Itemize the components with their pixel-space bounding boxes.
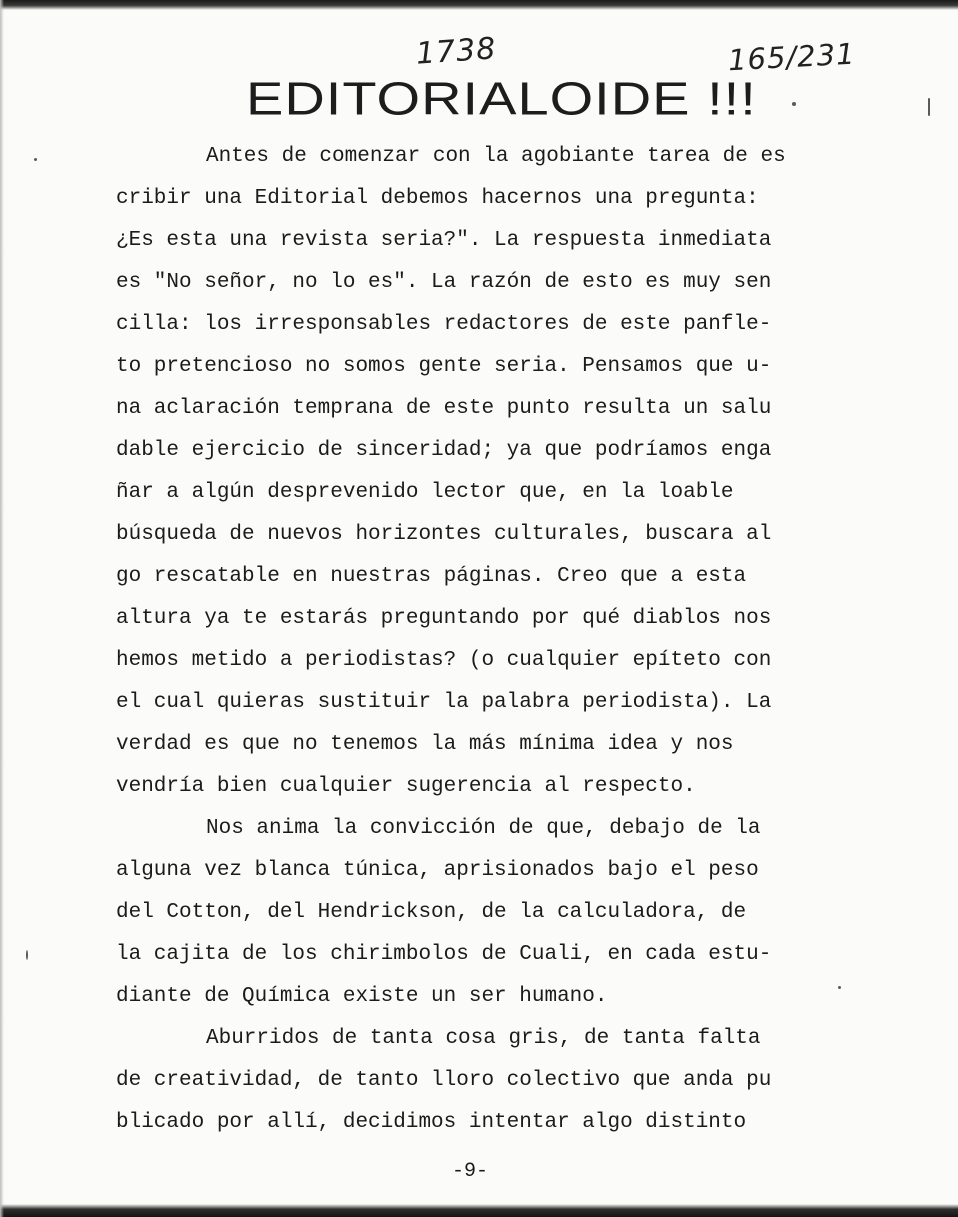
text-line: vendría bien cualquier sugerencia al respecto.	[116, 775, 696, 798]
text-line: la cajita de los chirimbolos de Cuali, en cada estu-	[116, 943, 772, 966]
text-line: go rescatable en nuestras páginas. Creo que a esta	[116, 565, 747, 588]
handwritten-note-right: 165/231	[727, 36, 857, 78]
page-number: -9-	[452, 1160, 489, 1183]
text-line: Aburridos de tanta cosa gris, de tanta falta	[206, 1027, 761, 1050]
text-line: dable ejercicio de sinceridad; ya que podríamos enga	[116, 439, 772, 462]
scan-speck	[34, 158, 37, 161]
page-title: EDITORIALOIDE !!!	[246, 72, 757, 125]
scan-speck	[928, 98, 930, 116]
text-line: hemos metido a periodistas? (o cualquier epíteto con	[116, 649, 772, 672]
text-line: del Cotton, del Hendrickson, de la calculadora, de	[116, 901, 747, 924]
scan-edge-left	[0, 0, 4, 1217]
text-line: Antes de comenzar con la agobiante tarea de es	[206, 145, 786, 168]
text-line: es "No señor, no lo es". La razón de esto es muy sen	[116, 271, 772, 294]
scan-speck	[26, 950, 28, 960]
text-line: búsqueda de nuevos horizontes culturales, buscara al	[116, 523, 772, 546]
text-line: ¿Es esta una revista seria?". La respuesta inmediata	[116, 229, 772, 252]
scan-edge-top	[0, 0, 958, 10]
handwritten-note-left: 1738	[414, 31, 498, 72]
text-line: altura ya te estarás preguntando por qué diablos nos	[116, 607, 772, 630]
text-line: el cual quieras sustituir la palabra periodista). La	[116, 691, 772, 714]
text-line: cribir una Editorial debemos hacernos una pregunta:	[116, 187, 759, 210]
text-line: to pretencioso no somos gente seria. Pensamos que u-	[116, 355, 772, 378]
scan-edge-bottom	[0, 1204, 958, 1217]
text-line: cilla: los irresponsables redactores de este panfle-	[116, 313, 772, 336]
scan-speck	[838, 986, 841, 989]
scan-speck	[792, 102, 796, 106]
text-line: diante de Química existe un ser humano.	[116, 985, 608, 1008]
text-line: blicado por allí, decidimos intentar algo distinto	[116, 1111, 747, 1134]
text-line: Nos anima la convicción de que, debajo de la	[206, 817, 761, 840]
text-line: na aclaración temprana de este punto resulta un salu	[116, 397, 772, 420]
text-line: ñar a algún desprevenido lector que, en la loable	[116, 481, 734, 504]
text-line: verdad es que no tenemos la más mínima idea y nos	[116, 733, 734, 756]
text-line: alguna vez blanca túnica, aprisionados bajo el peso	[116, 859, 759, 882]
text-line: de creatividad, de tanto lloro colectivo que anda pu	[116, 1069, 772, 1092]
